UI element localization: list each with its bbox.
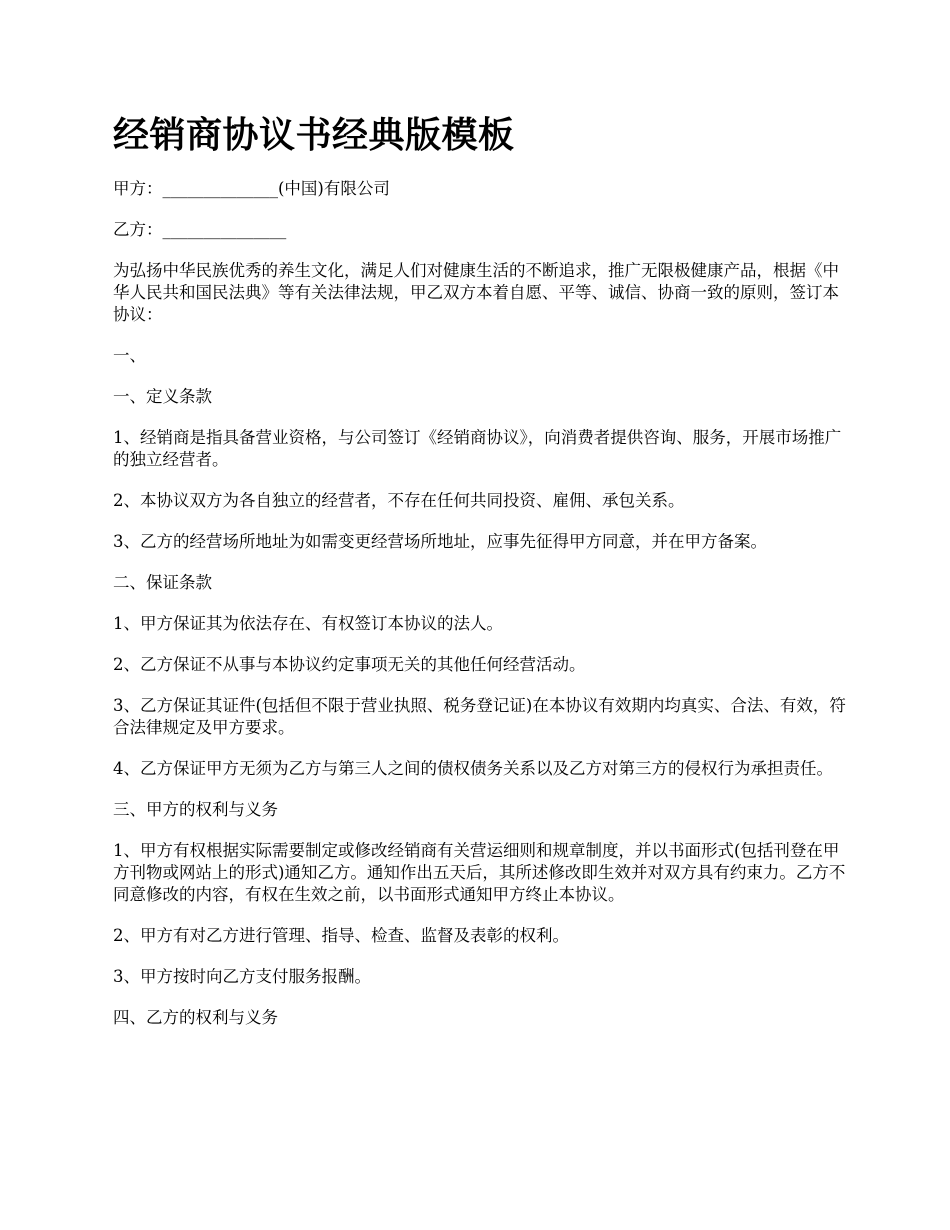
clause-paragraph: 3、乙方保证其证件(包括但不限于营业执照、税务登记证)在本协议有效期内均真实、合法、有效，符合法律规定及甲方要求。 bbox=[113, 696, 846, 737]
section-heading-guarantees: 二、保证条款 bbox=[113, 573, 212, 592]
clause-paragraph: 4、乙方保证甲方无须为乙方与第三人之间的债权债务关系以及乙方对第三方的侵权行为承担责任。 bbox=[113, 759, 833, 778]
clause-paragraph: 2、甲方有对乙方进行管理、指导、检查、监督及表彰的权利。 bbox=[113, 926, 569, 945]
document-body bbox=[113, 114, 853, 1048]
clause-paragraph: 2、乙方保证不从事与本协议约定事项无关的其他任何经营活动。 bbox=[113, 655, 586, 674]
document-title: 经销商协议书经典版模板 bbox=[113, 115, 515, 156]
party-a-line: 甲方：______________(中国)有限公司 bbox=[113, 179, 390, 198]
clause-paragraph: 3、乙方的经营场所地址为如需变更经营场所地址，应事先征得甲方同意，并在甲方备案。 bbox=[113, 532, 767, 551]
clause-paragraph: 1、甲方有权根据实际需要制定或修改经销商有关营运细则和规章制度，并以书面形式(包括刊登在甲方刊物或网站上的形式)通知乙方。通知作出五天后，其所述修改即生效并对双方具有约束力。乙方不同意修改的内容，有权在生效之前，以书面形式通知甲方终止本协议。 bbox=[113, 841, 846, 904]
preamble-paragraph: 为弘扬中华民族优秀的养生文化，满足人们对健康生活的不断追求，推广无限极健康产品，根据《中华人民共和国民法典》等有关法律法规，甲乙双方本着自愿、平等、诚信、协商一致的原则，签订本协议： bbox=[113, 261, 839, 324]
section-heading-party-a-rights: 三、甲方的权利与义务 bbox=[113, 800, 278, 819]
clause-paragraph: 3、甲方按时向乙方支付服务报酬。 bbox=[113, 967, 371, 986]
section-heading-party-b-rights: 四、乙方的权利与义务 bbox=[113, 1008, 278, 1027]
section-marker: 一、 bbox=[113, 346, 146, 365]
section-heading-definitions: 一、定义条款 bbox=[113, 387, 212, 406]
clause-paragraph: 2、本协议双方为各自独立的经营者，不存在任何共同投资、雇佣、承包关系。 bbox=[113, 491, 685, 510]
clause-paragraph: 1、经销商是指具备营业资格，与公司签订《经销商协议》，向消费者提供咨询、服务，开展市场推广的独立经营者。 bbox=[113, 428, 842, 469]
party-b-line: 乙方：_______________ bbox=[113, 220, 287, 239]
clause-paragraph: 1、甲方保证其为依法存在、有权签订本协议的法人。 bbox=[113, 614, 503, 633]
